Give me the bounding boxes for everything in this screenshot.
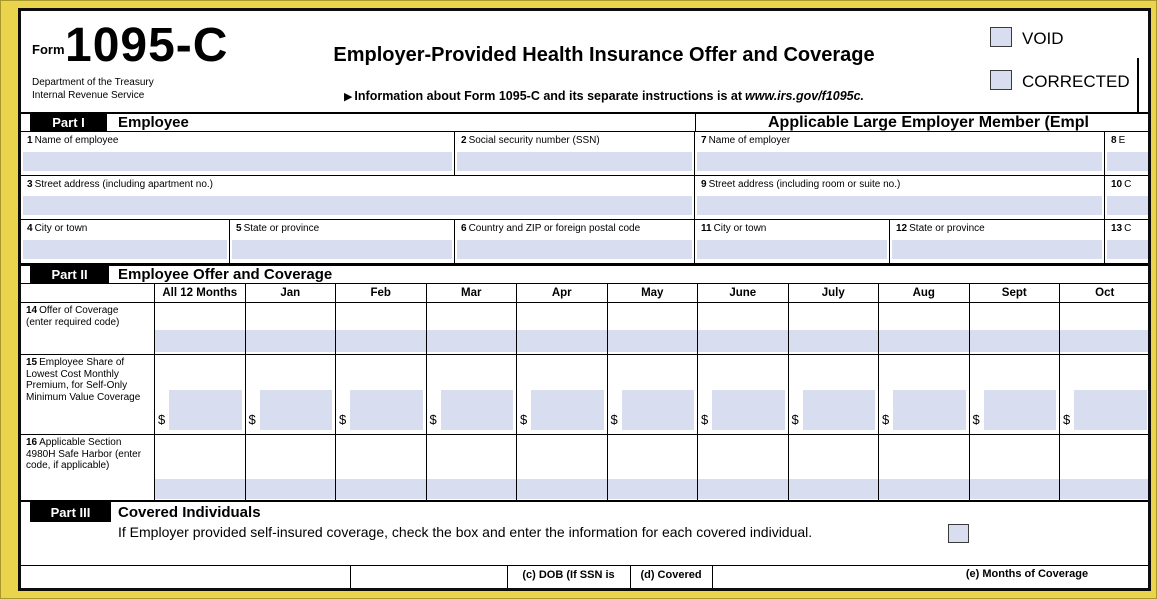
- field-2-text: Social security number (SSN): [468, 135, 600, 146]
- dollar-sign: $: [701, 412, 709, 427]
- field-8-ein: [1105, 132, 1151, 175]
- part1-employer-title: Applicable Large Employer Member (Empl: [768, 113, 1089, 131]
- field-1-number: 1: [27, 135, 33, 146]
- row14-input[interactable]: [1060, 330, 1150, 352]
- row14-cell: [336, 303, 427, 354]
- row15-cell: [246, 355, 337, 434]
- field-2-number: 2: [461, 135, 467, 146]
- dollar-sign: $: [972, 412, 980, 427]
- dollar-sign: $: [1063, 412, 1071, 427]
- row15-cell: [608, 355, 699, 434]
- info-url: www.irs.gov/f1095c.: [745, 89, 865, 103]
- row15-input[interactable]: [893, 390, 966, 430]
- col-jan: Jan: [246, 284, 337, 302]
- corrected-checkbox[interactable]: [990, 70, 1012, 90]
- field-1-label: [21, 132, 454, 146]
- field-6-label: [455, 220, 694, 234]
- field-5-label: [230, 220, 454, 234]
- row14-input[interactable]: [246, 330, 336, 352]
- row15-cell: [698, 355, 789, 434]
- col-june: June: [698, 284, 789, 302]
- row16-input[interactable]: [789, 479, 879, 499]
- field-9-number: 9: [701, 179, 707, 190]
- row16-cell: [698, 435, 789, 500]
- field-12-label: [890, 220, 1104, 234]
- field-7-text: Name of employer: [708, 135, 791, 146]
- agency-line-2: Internal Revenue Service: [32, 89, 145, 101]
- row15-text: Employee Share of Lowest Cost Monthly Premium, for Self-Only Minimum Value Coverage: [26, 357, 141, 403]
- col-apr: Apr: [517, 284, 608, 302]
- col-july: July: [789, 284, 880, 302]
- row16-input[interactable]: [427, 479, 517, 499]
- field-9-input[interactable]: [697, 196, 1102, 215]
- part3-title: Covered Individuals: [118, 503, 261, 521]
- col-may: May: [608, 284, 699, 302]
- field-12-input[interactable]: [892, 240, 1102, 259]
- field-row-1: [21, 132, 1151, 176]
- field-5-state: [230, 220, 455, 263]
- col-sept: Sept: [970, 284, 1061, 302]
- part1-bar: [21, 112, 1151, 132]
- part2-header-spacer: [21, 284, 155, 302]
- field-12-state: [890, 220, 1105, 263]
- row15-cell: [427, 355, 518, 434]
- field-11-city: [695, 220, 890, 263]
- field-6-number: 6: [461, 223, 467, 234]
- field-3-number: 3: [27, 179, 33, 190]
- field-13-text: C: [1124, 223, 1132, 234]
- row16-input[interactable]: [1060, 479, 1150, 499]
- field-4-number: 4: [27, 223, 33, 234]
- row14-input[interactable]: [698, 330, 788, 352]
- field-8-label: [1105, 132, 1151, 146]
- field-4-text: City or town: [34, 223, 88, 234]
- covered-col-months-header: (e) Months of Coverage: [965, 568, 1089, 580]
- part2-row-15: [21, 355, 1151, 435]
- col-mar: Mar: [427, 284, 518, 302]
- form-word: Form: [32, 42, 65, 57]
- row15-cell: [155, 355, 246, 434]
- row14-input[interactable]: [970, 330, 1060, 352]
- row16-text: Applicable Section 4980H Safe Harbor (enter code, if applicable): [26, 437, 142, 471]
- field-13-number: 13: [1111, 223, 1123, 234]
- row14-input[interactable]: [879, 330, 969, 352]
- row16-input[interactable]: [517, 479, 607, 499]
- row16-cell: [517, 435, 608, 500]
- row16-label: [21, 435, 155, 500]
- row16-number: 16: [26, 437, 38, 448]
- part2-bar: [21, 264, 1151, 284]
- part2-row-16: [21, 435, 1151, 500]
- field-7-name-of-employer: [695, 132, 1105, 175]
- row15-input[interactable]: [350, 390, 423, 430]
- part1-fields: [21, 132, 1151, 264]
- row15-cell: [336, 355, 427, 434]
- field-10-label: [1105, 176, 1151, 190]
- row14-cell: [517, 303, 608, 354]
- row15-input[interactable]: [712, 390, 785, 430]
- field-12-number: 12: [896, 223, 908, 234]
- field-10-contact: [1105, 176, 1151, 219]
- row14-cell: [970, 303, 1061, 354]
- part2-row-14: [21, 303, 1151, 355]
- col-feb: Feb: [336, 284, 427, 302]
- covered-col-dob-header: (c) DOB (If SSN is: [522, 569, 615, 581]
- field-row-3: [21, 220, 1151, 264]
- row15-cell: [517, 355, 608, 434]
- field-4-city: [21, 220, 230, 263]
- info-arrow-icon: ▶: [343, 91, 353, 103]
- covered-col-covered-header: (d) Covered: [640, 569, 702, 581]
- row14-cell: [246, 303, 337, 354]
- field-12-text: State or province: [909, 223, 985, 234]
- row15-cell: [970, 355, 1061, 434]
- row16-cell: [970, 435, 1061, 500]
- field-2-label: [455, 132, 694, 146]
- row15-cell: [879, 355, 970, 434]
- agency-block: [32, 77, 154, 102]
- row14-cell: [879, 303, 970, 354]
- dollar-sign: $: [882, 412, 890, 427]
- void-label: VOID: [1022, 29, 1064, 48]
- form-1095c-page: [18, 8, 1151, 591]
- row15-input[interactable]: [622, 390, 695, 430]
- form-number: 1095-C: [65, 19, 229, 72]
- row15-input[interactable]: [169, 390, 242, 430]
- row14-cell: [698, 303, 789, 354]
- field-4-input[interactable]: [23, 240, 227, 259]
- field-4-label: [21, 220, 229, 234]
- field-9-text: Street address (including room or suite no.): [708, 179, 901, 190]
- row14-input[interactable]: [427, 330, 517, 352]
- field-2-ssn: [455, 132, 695, 175]
- field-7-number: 7: [701, 135, 707, 146]
- row16-input[interactable]: [970, 479, 1060, 499]
- field-10-input[interactable]: [1107, 196, 1151, 215]
- field-5-text: State or province: [243, 223, 320, 234]
- row16-input[interactable]: [608, 479, 698, 499]
- row16-input[interactable]: [879, 479, 969, 499]
- dollar-sign: $: [429, 412, 437, 427]
- row15-input[interactable]: [984, 390, 1057, 430]
- field-3-label: [21, 176, 694, 190]
- dollar-sign: $: [520, 412, 528, 427]
- row15-input[interactable]: [260, 390, 333, 430]
- row16-cell: [336, 435, 427, 500]
- part3-chip: Part III: [30, 502, 111, 522]
- part2-title: Employee Offer and Coverage: [118, 266, 333, 283]
- row14-label: [21, 303, 155, 354]
- dollar-sign: $: [791, 412, 799, 427]
- field-7-input[interactable]: [697, 152, 1102, 171]
- field-9-label: [695, 176, 1104, 190]
- col-aug: Aug: [879, 284, 970, 302]
- field-3-input[interactable]: [23, 196, 692, 215]
- header-divider-line: [1137, 58, 1139, 112]
- field-8-input[interactable]: [1107, 152, 1151, 171]
- field-7-label: [695, 132, 1104, 146]
- row15-input[interactable]: [531, 390, 604, 430]
- row14-cell: [789, 303, 880, 354]
- field-3-street-address: [21, 176, 695, 219]
- field-8-number: 8: [1111, 135, 1117, 146]
- part2-header-row: [21, 284, 1151, 303]
- dollar-sign: $: [248, 412, 256, 427]
- row14-cell: [608, 303, 699, 354]
- form-title-block: [251, 11, 957, 111]
- form-title: Employer-Provided Health Insurance Offer and Coverage: [333, 44, 875, 66]
- row16-cell: [1060, 435, 1151, 500]
- row15-cell: [789, 355, 880, 434]
- row14-input[interactable]: [155, 330, 245, 352]
- part1-bar-divider: [695, 114, 696, 131]
- dollar-sign: $: [339, 412, 347, 427]
- field-6-text: Country and ZIP or foreign postal code: [468, 223, 641, 234]
- field-10-text: C: [1124, 179, 1132, 190]
- field-1-input[interactable]: [23, 152, 452, 171]
- part3-bar: [21, 500, 1151, 522]
- field-11-text: City or town: [713, 223, 767, 234]
- row16-input[interactable]: [155, 479, 245, 499]
- row14-text: Offer of Coverage (enter required code): [26, 305, 120, 328]
- field-13-label: [1105, 220, 1151, 234]
- field-11-number: 11: [701, 223, 712, 234]
- row14-cell: [155, 303, 246, 354]
- part1-employee-title: Employee: [118, 114, 189, 131]
- row16-input[interactable]: [336, 479, 426, 499]
- field-13-input[interactable]: [1107, 240, 1151, 259]
- corrected-label: CORRECTED: [1022, 72, 1130, 91]
- row14-input[interactable]: [789, 330, 879, 352]
- row16-cell: [608, 435, 699, 500]
- row14-input[interactable]: [517, 330, 607, 352]
- field-13-country-zip: [1105, 220, 1151, 263]
- field-10-number: 10: [1111, 179, 1123, 190]
- field-3-text: Street address (including apartment no.): [34, 179, 213, 190]
- row15-label: [21, 355, 155, 434]
- field-row-2: [21, 176, 1151, 220]
- row16-cell: [427, 435, 518, 500]
- void-checkbox[interactable]: [990, 27, 1012, 47]
- dollar-sign: $: [158, 412, 166, 427]
- row14-input[interactable]: [608, 330, 698, 352]
- field-1-name-of-employee: [21, 132, 455, 175]
- covered-table-top-border: [21, 565, 1151, 566]
- dollar-sign: $: [610, 412, 618, 427]
- row16-cell: [155, 435, 246, 500]
- row15-cell: [1060, 355, 1151, 434]
- field-6-country-zip: [455, 220, 695, 263]
- row14-cell: [1060, 303, 1151, 354]
- part2-table: [21, 284, 1151, 500]
- field-5-input[interactable]: [232, 240, 452, 259]
- row15-input[interactable]: [441, 390, 514, 430]
- self-insured-checkbox[interactable]: [948, 524, 969, 543]
- covered-table-divider: [350, 566, 351, 588]
- info-line: [251, 89, 957, 103]
- row16-input[interactable]: [246, 479, 336, 499]
- field-5-number: 5: [236, 223, 242, 234]
- row15-input[interactable]: [1074, 390, 1147, 430]
- row16-cell: [246, 435, 337, 500]
- col-all-12-months: All 12 Months: [155, 284, 246, 302]
- part2-chip: Part II: [30, 266, 109, 283]
- agency-line-1: Department of the Treasury: [32, 77, 154, 88]
- row14-input[interactable]: [336, 330, 426, 352]
- field-11-input[interactable]: [697, 240, 887, 259]
- field-11-label: [695, 220, 889, 234]
- field-8-text: E: [1118, 135, 1126, 146]
- part3-instruction: If Employer provided self-insured coverage, check the box and enter the information for each covered individual.: [118, 524, 813, 540]
- col-oct: Oct: [1060, 284, 1151, 302]
- row16-cell: [879, 435, 970, 500]
- row15-input[interactable]: [803, 390, 876, 430]
- row16-cell: [789, 435, 880, 500]
- row16-input[interactable]: [698, 479, 788, 499]
- field-6-input[interactable]: [457, 240, 692, 259]
- info-text: Information about Form 1095-C and its separate instructions is at: [354, 89, 742, 103]
- field-1-text: Name of employee: [34, 135, 119, 146]
- part1-chip: Part I: [30, 114, 107, 131]
- field-9-street-address: [695, 176, 1105, 219]
- row14-number: 14: [26, 305, 38, 316]
- row15-number: 15: [26, 357, 38, 368]
- row14-cell: [427, 303, 518, 354]
- field-2-input[interactable]: [457, 152, 692, 171]
